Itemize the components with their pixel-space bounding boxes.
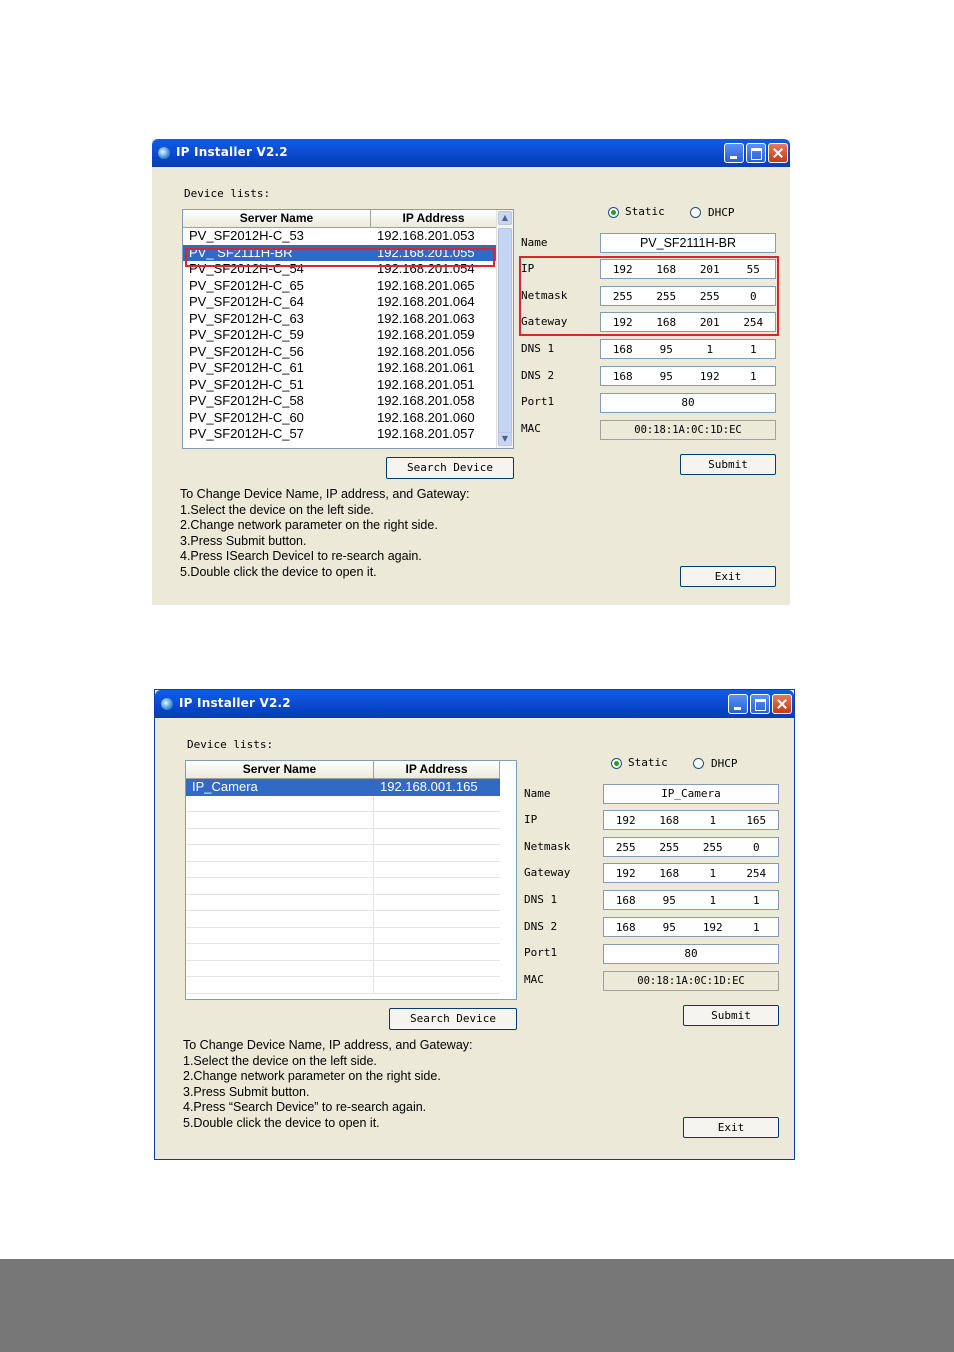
window-title: IP Installer V2.2 <box>176 145 288 159</box>
list-scrollbar[interactable] <box>496 210 513 448</box>
dns2-octet-2[interactable]: 95 <box>662 920 676 934</box>
empty-row[interactable] <box>186 862 500 879</box>
device-name: PV_SF2012H-C_60 <box>189 409 304 425</box>
device-ip: 192.168.201.065 <box>377 277 475 293</box>
empty-row[interactable] <box>186 944 500 961</box>
scroll-up-icon[interactable]: ▲ <box>498 211 512 225</box>
dns1-octet-2[interactable]: 95 <box>659 342 673 356</box>
netmask-octet-3[interactable]: 255 <box>702 840 723 854</box>
dhcp-radio[interactable] <box>693 758 704 769</box>
window-title: IP Installer V2.2 <box>179 696 291 710</box>
empty-cell <box>186 878 374 894</box>
static-label: Static <box>628 756 668 769</box>
instruction-step: 4.Press ISearch DeviceI to re-search again. <box>180 549 422 563</box>
device-ip: 192.168.201.053 <box>377 228 475 243</box>
search-device-button[interactable]: Search Device <box>389 1008 517 1030</box>
column-header-ip-address[interactable]: IP Address <box>371 210 497 228</box>
port-input[interactable]: 80 <box>600 393 776 413</box>
instruction-step: 2.Change network parameter on the right side. <box>180 518 438 532</box>
device-ip: 192.168.201.054 <box>377 261 475 276</box>
gateway-input[interactable] <box>603 863 779 883</box>
gateway-octet-1[interactable]: 192 <box>612 315 633 329</box>
empty-cell <box>374 845 500 861</box>
empty-cell <box>186 928 374 944</box>
title-bar[interactable] <box>152 139 790 167</box>
static-label: Static <box>625 205 665 218</box>
device-list[interactable] <box>182 209 514 449</box>
device-name: PV_SF2012H-C_58 <box>189 393 304 408</box>
empty-row[interactable] <box>186 977 500 994</box>
netmask-octet-2[interactable]: 255 <box>659 840 680 854</box>
device-row[interactable] <box>186 779 500 796</box>
gateway-label: Gateway <box>524 866 571 879</box>
netmask-label: Netmask <box>521 289 568 302</box>
device-row[interactable] <box>183 294 497 311</box>
port-label: Port1 <box>521 395 555 408</box>
maximize-button[interactable] <box>750 694 770 714</box>
dns2-octet-3[interactable]: 192 <box>699 369 720 383</box>
device-rows <box>186 779 500 994</box>
mac-label: MAC <box>524 973 544 986</box>
maximize-button[interactable] <box>746 143 766 163</box>
name-input[interactable]: IP_Camera <box>603 784 779 804</box>
empty-cell <box>186 911 374 927</box>
ip-octet-4[interactable]: 165 <box>746 813 767 827</box>
dns2-octet-1[interactable]: 168 <box>612 369 633 383</box>
exit-button[interactable]: Exit <box>680 566 776 587</box>
empty-row[interactable] <box>186 911 500 928</box>
empty-cell <box>186 961 374 977</box>
empty-cell <box>186 845 374 861</box>
instruction-step: 1.Select the device on the left side. <box>183 1053 377 1068</box>
device-ip: 192.168.201.057 <box>377 426 475 441</box>
netmask-octet-2[interactable]: 255 <box>656 289 677 303</box>
column-header-ip-address[interactable]: IP Address <box>374 761 500 779</box>
instruction-step: 4.Press “Search Device” to re-search again. <box>183 1100 427 1114</box>
netmask-input[interactable] <box>603 837 779 857</box>
ip-octet-4[interactable]: 55 <box>746 262 760 276</box>
device-name: PV_SF2012H-C_54 <box>189 261 304 276</box>
app-icon <box>158 147 170 159</box>
ip-label: IP <box>524 813 538 826</box>
dns1-octet-3[interactable]: 1 <box>706 342 714 356</box>
dns2-label: DNS 2 <box>521 369 555 382</box>
mac-field: 00:18:1A:0C:1D:EC <box>603 971 779 991</box>
instruction-heading: To Change Device Name, IP address, and Gateway: <box>180 487 470 501</box>
device-ip: 192.168.201.056 <box>377 343 475 359</box>
empty-row[interactable] <box>186 895 500 912</box>
device-name: PV_SF2012H-C_51 <box>189 376 304 392</box>
scroll-thumb[interactable] <box>498 228 512 438</box>
device-name: PV_SF2012H-C_65 <box>189 277 304 293</box>
exit-button[interactable]: Exit <box>683 1117 779 1138</box>
empty-cell <box>186 862 374 878</box>
instruction-step: 3.Press Submit button. <box>180 533 307 548</box>
gateway-octet-2[interactable]: 168 <box>656 315 677 329</box>
name-label: Name <box>521 236 548 249</box>
page-footer-band <box>0 1259 954 1352</box>
dns2-input[interactable] <box>600 366 776 386</box>
device-row[interactable] <box>183 278 497 295</box>
instruction-step: 5.Double click the device to open it. <box>180 564 377 579</box>
device-ip: 192.168.201.061 <box>377 360 475 375</box>
name-label: Name <box>524 787 551 800</box>
empty-cell <box>374 961 500 977</box>
empty-cell <box>374 977 500 993</box>
empty-cell <box>374 895 500 911</box>
mac-field: 00:18:1A:0C:1D:EC <box>600 420 776 440</box>
device-lists-label: Device lists: <box>187 738 274 751</box>
empty-row[interactable] <box>186 812 500 829</box>
dns1-octet-1[interactable]: 168 <box>615 893 636 907</box>
port-label: Port1 <box>524 946 558 959</box>
dns1-octet-3[interactable]: 1 <box>709 893 717 907</box>
static-radio[interactable] <box>611 758 622 769</box>
dns1-label: DNS 1 <box>524 893 558 906</box>
empty-cell <box>186 812 374 828</box>
device-row[interactable] <box>183 344 497 361</box>
device-ip: 192.168.201.060 <box>377 409 475 425</box>
empty-row[interactable] <box>186 961 500 978</box>
gateway-octet-3[interactable]: 201 <box>699 315 720 329</box>
instructions <box>183 1038 473 1131</box>
empty-row[interactable] <box>186 796 500 813</box>
netmask-octet-4[interactable]: 0 <box>749 289 757 303</box>
device-ip: 192.168.201.058 <box>377 393 475 408</box>
device-row[interactable] <box>183 393 497 410</box>
empty-cell <box>374 829 500 845</box>
selection-highlight-box <box>185 248 495 267</box>
scroll-down-icon[interactable]: ▼ <box>498 432 512 446</box>
submit-button[interactable]: Submit <box>683 1005 779 1026</box>
dns1-label: DNS 1 <box>521 342 555 355</box>
dns1-octet-4[interactable]: 1 <box>752 893 760 907</box>
empty-cell <box>374 928 500 944</box>
ip-octet-1[interactable]: 192 <box>612 262 633 276</box>
device-name: PV_SF2012H-C_64 <box>189 294 304 309</box>
column-header-server-name[interactable]: Server Name <box>186 761 374 779</box>
device-name: PV_SF2012H-C_61 <box>189 360 304 375</box>
empty-row[interactable] <box>186 829 500 846</box>
search-device-button[interactable]: Search Device <box>386 457 514 479</box>
ip-octet-3[interactable]: 201 <box>699 262 720 276</box>
instructions <box>180 487 470 580</box>
instruction-step: 1.Select the device on the left side. <box>180 502 374 517</box>
device-ip: 192.168.201.063 <box>377 310 475 326</box>
column-header-server-name[interactable]: Server Name <box>183 210 371 228</box>
instruction-step: 2.Change network parameter on the right side. <box>183 1069 441 1083</box>
gateway-octet-3[interactable]: 1 <box>709 866 717 880</box>
ip-octet-1[interactable]: 192 <box>615 813 636 827</box>
network-highlight-box <box>519 256 779 336</box>
device-name: PV_SF2012H-C_56 <box>189 343 304 359</box>
dns1-octet-1[interactable]: 168 <box>612 342 633 356</box>
dns2-octet-4[interactable]: 1 <box>749 369 757 383</box>
netmask-octet-1[interactable]: 255 <box>612 289 633 303</box>
dns2-octet-3[interactable]: 192 <box>702 920 723 934</box>
instruction-step: 3.Press Submit button. <box>183 1084 310 1099</box>
device-row[interactable] <box>183 311 497 328</box>
app-icon <box>161 698 173 710</box>
dns2-label: DNS 2 <box>524 920 558 933</box>
device-ip: 192.168.201.059 <box>377 327 475 342</box>
device-name: PV_SF2012H-C_53 <box>189 228 304 243</box>
ip-octet-3[interactable]: 1 <box>709 813 717 827</box>
minimize-button[interactable] <box>724 143 744 163</box>
device-ip: 192.168.001.165 <box>374 779 500 796</box>
empty-cell <box>186 796 374 812</box>
dns2-octet-1[interactable]: 168 <box>615 920 636 934</box>
empty-cell <box>186 944 374 960</box>
empty-row[interactable] <box>186 878 500 895</box>
minimize-button[interactable] <box>728 694 748 714</box>
dns1-input[interactable] <box>603 890 779 910</box>
close-button[interactable] <box>768 143 788 163</box>
empty-cell <box>374 944 500 960</box>
empty-cell <box>374 862 500 878</box>
device-name: PV_ SF2111H-BR <box>183 245 371 262</box>
device-ip: 192.168.201.064 <box>377 294 475 309</box>
device-row[interactable] <box>183 377 497 394</box>
device-name: PV_SF2012H-C_59 <box>189 327 304 342</box>
netmask-octet-3[interactable]: 255 <box>699 289 720 303</box>
name-input[interactable]: PV_SF2111H-BR <box>600 233 776 253</box>
empty-cell <box>374 878 500 894</box>
netmask-octet-1[interactable]: 255 <box>615 840 636 854</box>
close-button[interactable] <box>772 694 792 714</box>
dns1-octet-2[interactable]: 95 <box>662 893 676 907</box>
mac-label: MAC <box>521 422 541 435</box>
device-ip: 192.168.201.055 <box>371 245 497 262</box>
dns1-input[interactable] <box>600 339 776 359</box>
device-name: PV_SF2012H-C_63 <box>189 310 304 326</box>
instruction-step: 5.Double click the device to open it. <box>183 1115 380 1130</box>
dns1-octet-4[interactable]: 1 <box>749 342 757 356</box>
empty-cell <box>374 796 500 812</box>
dhcp-label: DHCP <box>708 206 735 219</box>
device-row[interactable] <box>183 426 497 443</box>
empty-row[interactable] <box>186 928 500 945</box>
gateway-octet-4[interactable]: 254 <box>746 866 767 880</box>
ip-input[interactable] <box>603 810 779 830</box>
netmask-octet-4[interactable]: 0 <box>752 840 760 854</box>
gateway-label: Gateway <box>521 315 568 328</box>
empty-cell <box>374 911 500 927</box>
dhcp-radio[interactable] <box>690 207 701 218</box>
dhcp-label: DHCP <box>711 757 738 770</box>
empty-cell <box>374 812 500 828</box>
instruction-heading: To Change Device Name, IP address, and Gateway: <box>183 1038 473 1052</box>
ip-label: IP <box>521 262 535 275</box>
title-bar[interactable] <box>155 690 794 718</box>
device-lists-label: Device lists: <box>184 187 271 200</box>
ip-octet-2[interactable]: 168 <box>659 813 680 827</box>
dns2-input[interactable] <box>603 917 779 937</box>
gateway-octet-2[interactable]: 168 <box>659 866 680 880</box>
device-name: PV_SF2012H-C_57 <box>189 426 304 441</box>
empty-row[interactable] <box>186 845 500 862</box>
device-row[interactable] <box>183 410 497 427</box>
device-ip: 192.168.201.051 <box>377 376 475 392</box>
static-radio[interactable] <box>608 207 619 218</box>
dns2-octet-4[interactable]: 1 <box>752 920 760 934</box>
empty-cell <box>186 829 374 845</box>
empty-cell <box>186 977 374 993</box>
device-row[interactable] <box>183 228 497 245</box>
device-row[interactable] <box>183 360 497 377</box>
device-list[interactable] <box>185 760 517 1000</box>
submit-button[interactable]: Submit <box>680 454 776 475</box>
empty-cell <box>186 895 374 911</box>
device-row[interactable] <box>183 327 497 344</box>
netmask-label: Netmask <box>524 840 571 853</box>
list-header <box>183 210 497 228</box>
gateway-octet-1[interactable]: 192 <box>615 866 636 880</box>
gateway-octet-4[interactable]: 254 <box>743 315 764 329</box>
ip-installer-window-2 <box>154 689 795 1160</box>
port-input[interactable]: 80 <box>603 944 779 964</box>
ip-octet-2[interactable]: 168 <box>656 262 677 276</box>
list-header <box>186 761 500 779</box>
device-name: IP_Camera <box>186 779 374 796</box>
ip-installer-window-1 <box>152 139 790 605</box>
dns2-octet-2[interactable]: 95 <box>659 369 673 383</box>
